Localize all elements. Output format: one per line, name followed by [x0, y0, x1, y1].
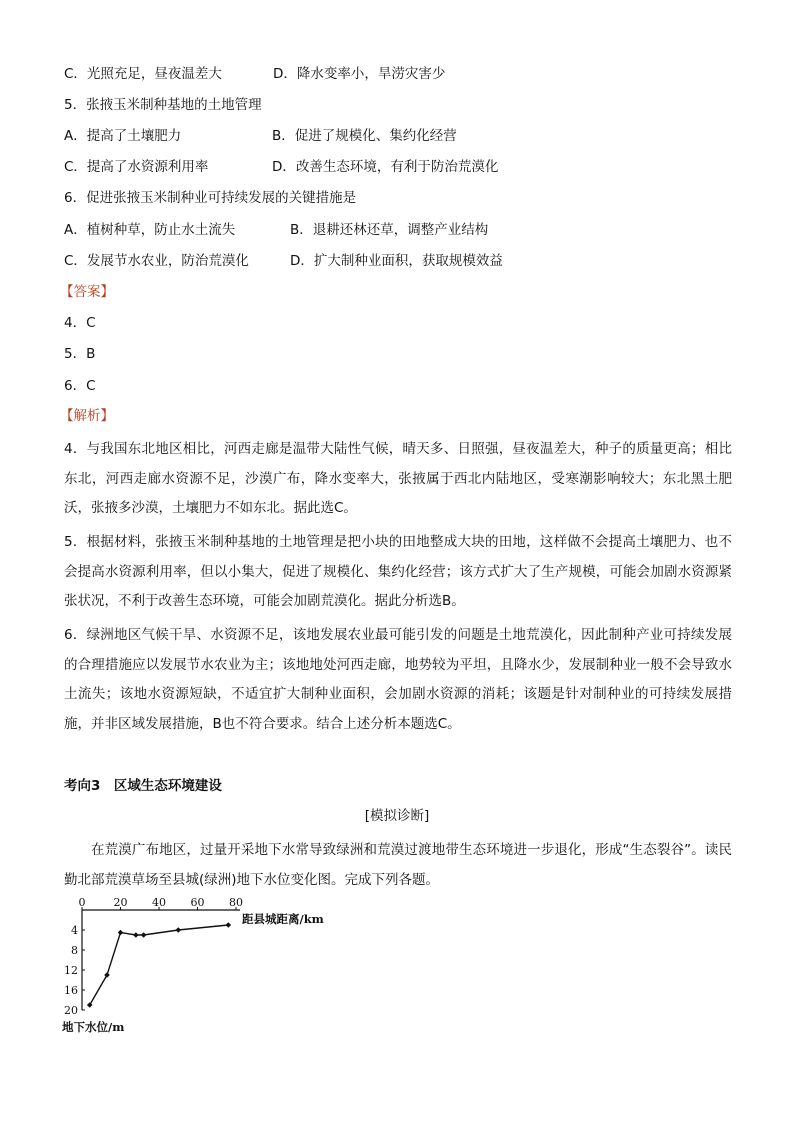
- data-point: [141, 932, 147, 938]
- data-point: [87, 1002, 93, 1008]
- y-tick-label: 20: [64, 1004, 78, 1017]
- q6-option-c: C．发展节水农业，防治荒漠化: [64, 253, 249, 269]
- q6-option-a: A．植树种草，防止水土流失: [64, 222, 236, 238]
- q5-option-a: A．提高了土壤肥力: [64, 128, 182, 144]
- q4-option-d: D．降水变率小，旱涝灾害少: [273, 66, 446, 82]
- q5-stem: 5．张掖玉米制种基地的土地管理: [64, 97, 262, 113]
- answer-item-6: 6．C: [64, 378, 96, 394]
- q6-option-d: D．扩大制种业面积，获取规模效益: [290, 253, 503, 269]
- y-tick-label: 12: [64, 964, 78, 977]
- data-point: [133, 932, 139, 938]
- answer-item-5: 5．B: [64, 346, 96, 362]
- chart-ticks: [64, 898, 243, 1017]
- q4-option-c: C．光照充足，昼夜温差大: [64, 66, 222, 82]
- x-tick-label: 60: [190, 898, 205, 909]
- q5-option-b: B．促进了规模化、集约化经营: [272, 128, 457, 144]
- answer-item-4: 4．C: [64, 315, 96, 331]
- data-point: [118, 930, 124, 936]
- chart-axes: [82, 910, 240, 1010]
- q6-option-b: B．退耕还林还草，调整产业结构: [290, 222, 489, 238]
- analysis-paragraph-5: 5．根据材料，张掖玉米制种基地的土地管理是把小块的田地整成大块的田地，这样做不会提高土壤肥力、也不会提高水资源利用率，但以小集大，促进了规模化、集约化经营；该方式扩大了生产规模，可能会加剧水资源紧张状况，不利于改善生态环境，可能会加剧荒漠化。据此分析选B。: [64, 534, 732, 609]
- analysis-label: 【解析】: [60, 408, 114, 424]
- y-axis-label: 地下水位/m: [62, 1020, 125, 1034]
- groundwater-chart: [60, 898, 350, 1038]
- section-heading: 考向3 区域生态环境建设: [64, 778, 222, 794]
- q6-stem: 6．促进张掖玉米制种业可持续发展的关键措施是: [64, 190, 357, 206]
- section-subheading: [模拟诊断]: [364, 808, 430, 824]
- data-point: [226, 922, 232, 928]
- section-intro: 在荒漠广布地区，过量开采地下水常导致绿洲和荒漠过渡地带生态环境进一步退化，形成“生态裂谷”。读民勤北部荒漠草场至县城(绿洲)地下水位变化图。完成下列各题。: [64, 842, 732, 888]
- x-tick-label: 80: [229, 898, 243, 909]
- y-tick-label: 4: [71, 924, 78, 937]
- x-axis-label: 距县城距离/km: [242, 912, 324, 926]
- y-tick-label: 16: [64, 984, 78, 997]
- q5-option-c: C．提高了水资源利用率: [64, 159, 209, 175]
- x-tick-label: 0: [78, 898, 86, 909]
- q5-option-d: D．改善生态环境，有利于防治荒漠化: [272, 159, 499, 175]
- analysis-paragraph-6: 6．绿洲地区气候干旱、水资源不足，该地发展农业最可能引发的问题是土地荒漠化，因此制种产业可持续发展的合理措施应以发展节水农业为主；该地地处河西走廊，地势较为平坦，且降水少，发展制种业一般不会导致水土流失；该地水资源短缺，不适宜扩大制种业面积，会加剧水资源的消耗；该题是针对制种业的可持续发展措施，并非区域发展措施，B也不符合要求。结合上述分析本题选C。: [64, 627, 732, 732]
- x-tick-label: 40: [152, 898, 166, 909]
- data-point: [104, 972, 110, 978]
- answer-label: 【答案】: [60, 284, 114, 300]
- y-tick-label: 8: [71, 944, 78, 957]
- series-line: [90, 925, 229, 1005]
- data-point: [175, 927, 181, 933]
- chart-series: [87, 922, 231, 1008]
- x-tick-label: 20: [113, 898, 128, 909]
- analysis-paragraph-4: 4．与我国东北地区相比，河西走廊是温带大陆性气候，晴天多、日照强，昼夜温差大，种子的质量更高；相比东北，河西走廊水资源不足，沙漠广布，降水变率大，张掖属于西北内陆地区，受寒潮影响较大；东北黑土肥沃，张掖多沙漠，土壤肥力不如东北。据此选C。: [64, 441, 732, 516]
